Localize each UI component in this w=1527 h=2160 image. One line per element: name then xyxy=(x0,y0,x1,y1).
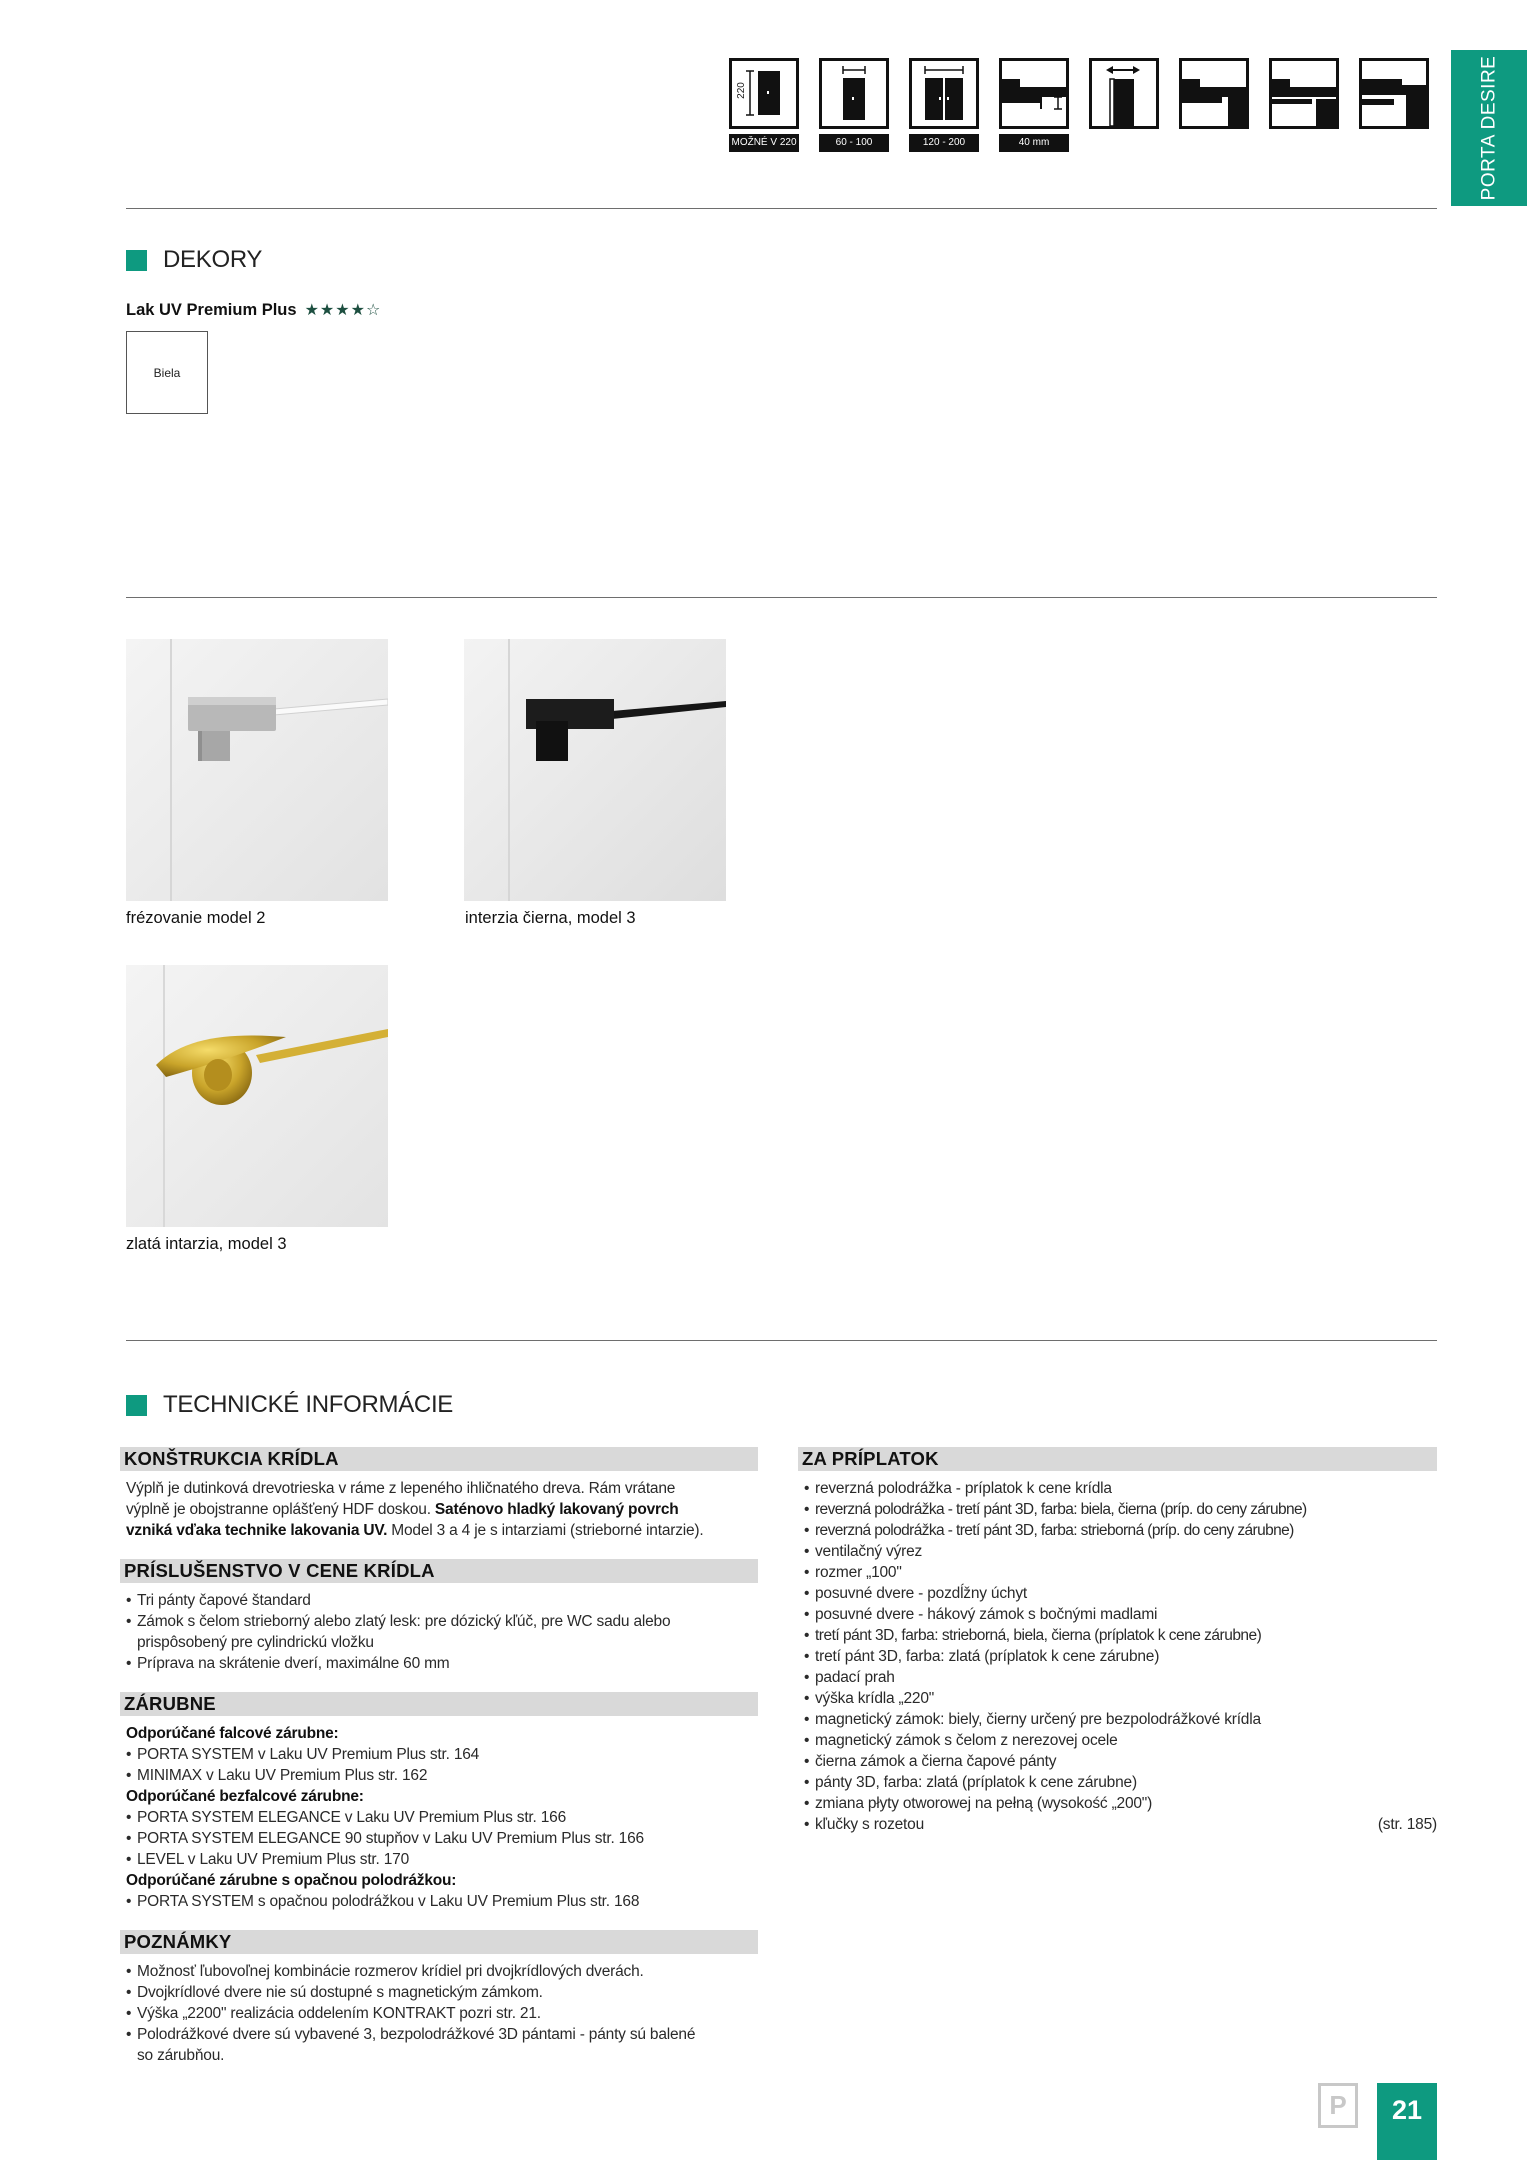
list-item: • PORTA SYSTEM s opačnou polodrážkou v Laku UV Premium Plus str. 168 xyxy=(126,1891,766,1912)
spec-thickness xyxy=(999,58,1069,152)
list-item: • Príprava na skrátenie dverí, maximálne 60 mm xyxy=(126,1653,766,1674)
reverse-frame-icon xyxy=(1359,58,1429,129)
list-item: • Tri pánty čapové štandard xyxy=(126,1590,766,1611)
list-item: • Možnosť ľubovoľnej kombinácie rozmerov krídiel pri dvojkrídlových dverách. xyxy=(126,1961,766,1982)
surcharge-list xyxy=(804,1478,1437,1835)
list-item: • ventilačný výrez xyxy=(804,1541,1437,1562)
list-item: • MINIMAX v Laku UV Premium Plus str. 162 xyxy=(126,1765,766,1786)
flush-frame-icon xyxy=(1269,58,1339,129)
star-icon: ★ xyxy=(304,301,319,319)
list-item: • reverzná polodrážka - tretí pánt 3D, farba: biela, čierna (príp. do ceny zárubne) xyxy=(804,1499,1437,1520)
frames-subheading: Odporúčané falcové zárubne: xyxy=(126,1725,339,1742)
construction-head: KONŠTRUKCIA KRÍDLA xyxy=(120,1447,758,1471)
list-item: • rozmer „100" xyxy=(804,1562,1437,1583)
list-item: • Zámok s čelom strieborný alebo zlatý lesk: pre dózický kľúč, pre WC sadu alebo xyxy=(126,1611,766,1632)
frames-list xyxy=(126,1723,766,1912)
brand-logo-icon xyxy=(1318,2083,1358,2128)
list-item: • LEVEL v Laku UV Premium Plus str. 170 xyxy=(126,1849,766,1870)
accessories-head: PRÍSLUŠENSTVO V CENE KRÍDLA xyxy=(120,1559,758,1583)
list-item: • PORTA SYSTEM ELEGANCE v Laku UV Premium Plus str. 166 xyxy=(126,1807,766,1828)
list-item: • Výška „2200" realizácia oddelením KONTRAKT pozri str. 21. xyxy=(126,2003,766,2024)
spec-caption: 120 - 200 xyxy=(909,134,979,152)
photo-caption: frézovanie model 2 xyxy=(126,909,266,927)
section-marker-icon xyxy=(126,1395,147,1416)
list-item: • čierna zámok a čierna čapové pánty xyxy=(804,1751,1437,1772)
brand-logo-letter: P xyxy=(1329,2090,1347,2120)
photo-black-inlay-model-3 xyxy=(464,639,726,901)
spec-icons-row xyxy=(729,58,1429,152)
notes-head: POZNÁMKY xyxy=(120,1930,758,1954)
list-item: • tretí pánt 3D, farba: strieborná, biela, čierna (príplatok k cene zárubne) xyxy=(804,1625,1437,1646)
finish-row xyxy=(126,301,380,320)
star-empty-icon: ☆ xyxy=(365,301,381,319)
photo-caption: zlatá intarzia, model 3 xyxy=(126,1235,287,1253)
construction-highlight: Saténovo hladký lakovaný povrch xyxy=(434,1501,679,1518)
list-item: • pánty 3D, farba: zlatá (príplatok k cene zárubne) xyxy=(804,1772,1437,1793)
series-side-tab xyxy=(1451,50,1527,206)
list-item: • reverzná polodrážka - tretí pánt 3D, farba: strieborná (príp. do ceny zárubne) xyxy=(804,1520,1437,1541)
list-item: • posuvné dvere - hákový zámok s bočnými madlami xyxy=(804,1604,1437,1625)
section-marker-icon xyxy=(126,250,147,271)
accessories-list xyxy=(126,1590,766,1674)
construction-line xyxy=(126,1499,766,1520)
surcharge-head: ZA PRÍPLATOK xyxy=(798,1447,1437,1471)
list-item: • zmiana płyty otworowej na pełną (wysokość „200") xyxy=(804,1793,1437,1814)
divider xyxy=(126,208,1437,209)
spec-caption: MOŽNÉ V 220 xyxy=(729,134,799,152)
double-door-width-icon xyxy=(909,58,979,129)
construction-line xyxy=(126,1520,766,1541)
star-icon: ★ xyxy=(319,301,335,319)
rebated-frame-icon xyxy=(1179,58,1249,129)
divider xyxy=(126,597,1437,598)
photo-gold-inlay-model-3 xyxy=(126,965,388,1227)
list-item: • PORTA SYSTEM v Laku UV Premium Plus str. 164 xyxy=(126,1744,766,1765)
frames-subheading: Odporúčané zárubne s opačnou polodrážkou: xyxy=(126,1872,457,1889)
page-reference: (str. 185) xyxy=(1377,1816,1437,1833)
notes-list xyxy=(126,1961,766,2066)
construction-line-part: Model 3 a 4 je s intarziami (strieborné intarzie). xyxy=(391,1522,704,1539)
spec-rebated-frame xyxy=(1179,58,1249,152)
list-item: • tretí pánt 3D, farba: zlatá (príplatok k cene zárubne) xyxy=(804,1646,1437,1667)
divider xyxy=(126,1340,1437,1341)
star-icon: ★ xyxy=(335,301,350,319)
height-label: 220 xyxy=(735,82,747,99)
list-item: • PORTA SYSTEM ELEGANCE 90 stupňov v Laku UV Premium Plus str. 166 xyxy=(126,1828,766,1849)
spec-caption: 60 - 100 xyxy=(819,134,889,152)
star-icon: ★ xyxy=(350,301,365,319)
list-item: • magnetický zámok: biely, čierny určený pre bezpolodrážkové krídla xyxy=(804,1709,1437,1730)
list-item-continuation: so zárubňou. xyxy=(137,2047,225,2064)
rating-stars xyxy=(305,303,381,319)
single-door-width-icon xyxy=(819,58,889,129)
list-item: • magnetický zámok s čelom z nerezovej ocele xyxy=(804,1730,1437,1751)
swatch-label: Biela xyxy=(153,365,181,380)
swatch-biela[interactable] xyxy=(126,331,208,414)
list-item: • reverzná polodrážka - príplatok k cene krídla xyxy=(804,1478,1437,1499)
spec-reverse-frame xyxy=(1359,58,1429,152)
series-name: PORTA DESIRE xyxy=(1478,55,1500,201)
reversible-door-icon xyxy=(1089,58,1159,129)
spec-flush-frame xyxy=(1269,58,1339,152)
tech-info-heading xyxy=(126,1391,453,1419)
spec-reversible xyxy=(1089,58,1159,152)
section-title: TECHNICKÉ INFORMÁCIE xyxy=(163,1391,454,1418)
list-item xyxy=(804,1814,1437,1835)
list-item: • Dvojkrídlové dvere nie sú dostupné s magnetickým zámkom. xyxy=(126,1982,766,2003)
list-item: • výška krídla „220" xyxy=(804,1688,1437,1709)
list-item-text: • kľučky s rozetou xyxy=(815,1816,925,1833)
photo-milling-model-2 xyxy=(126,639,388,901)
construction-highlight: vzniká vďaka technike lakovania UV. xyxy=(126,1522,388,1539)
spec-caption: 40 mm xyxy=(999,134,1069,152)
photo-caption: interzia čierna, model 3 xyxy=(465,909,636,927)
frames-subheading: Odporúčané bezfalcové zárubne: xyxy=(126,1788,364,1805)
door-height-icon xyxy=(729,58,799,129)
finish-name: Lak UV Premium Plus xyxy=(126,301,297,319)
spec-door-height xyxy=(729,58,799,152)
list-item: • Polodrážkové dvere sú vybavené 3, bezpolodrážkové 3D pántami - pánty sú balené xyxy=(126,2024,766,2045)
construction-line-part: výplně je obojstranne oplášťený HDF doskou. xyxy=(126,1501,431,1518)
list-item-continuation: prispôsobený pre cylindrickú vložku xyxy=(137,1634,374,1651)
list-item: • posuvné dvere - pozdĺžny úchyt xyxy=(804,1583,1437,1604)
construction-text xyxy=(126,1478,766,1541)
spec-single-width xyxy=(819,58,889,152)
dekory-heading xyxy=(126,246,262,274)
construction-line: Výplň je dutinková drevotrieska v ráme z lepeného ihličnatého dreva. Rám vrátane xyxy=(126,1480,676,1497)
spec-double-width xyxy=(909,58,979,152)
section-title: DEKORY xyxy=(163,246,263,273)
frames-head: ZÁRUBNE xyxy=(120,1692,758,1716)
door-thickness-icon xyxy=(999,58,1069,129)
page-number: 21 xyxy=(1377,2083,1437,2160)
list-item: • padací prah xyxy=(804,1667,1437,1688)
